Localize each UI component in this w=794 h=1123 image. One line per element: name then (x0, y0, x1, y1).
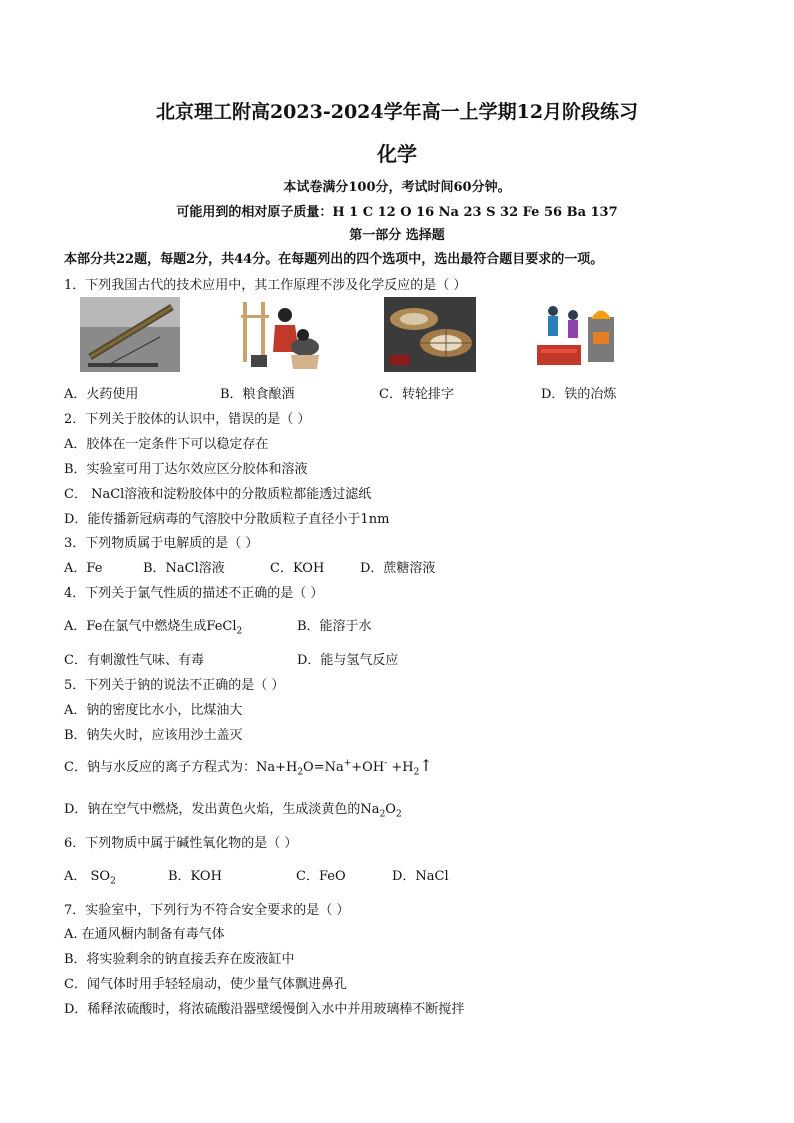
q6-stem: 6．下列物质中属于碱性氧化物的是（ ） (64, 836, 298, 851)
q7-option-a: A. 在通风橱内制备有毒气体 (64, 927, 225, 942)
q6-option-c: C．FeO (296, 869, 346, 884)
section-title: 第一部分 选择题 (349, 228, 445, 243)
q2-option-d: D．能传播新冠病毒的气溶胶中分散质粒子直径小于1nm (64, 512, 390, 527)
type-wheel-image (384, 297, 476, 372)
q4-option-a: A．Fe在氯气中燃烧生成FeCl$_2$ (64, 619, 243, 637)
brewing-image (233, 297, 328, 372)
q2-option-a: A．胶体在一定条件下可以稳定存在 (64, 437, 269, 452)
q3-option-b: B．NaCl溶液 (143, 561, 225, 576)
subject-title: 化学 (377, 142, 417, 166)
atomic-mass-info: 可能用到的相对原子质量：H 1 C 12 O 16 Na 23 S 32 Fe 56 Ba 137 (176, 205, 618, 220)
q2-option-c: C． NaCl溶液和淀粉胶体中的分散质粒都能透过滤纸 (64, 487, 372, 502)
iron-smelting-image (533, 297, 625, 372)
q5-option-d: D．钠在空气中燃烧，发出黄色火焰，生成淡黄色的$Na_2O_2$ (64, 802, 402, 820)
q7-stem: 7．实验室中，下列行为不符合安全要求的是（ ） (64, 903, 350, 918)
q1-stem: 1．下列我国古代的技术应用中，其工作原理不涉及化学反应的是（ ） (64, 278, 467, 293)
q6-option-d: D．NaCl (392, 869, 449, 884)
q3-option-c: C．KOH (270, 561, 325, 576)
q6-option-a: A． $SO_2$ (64, 869, 116, 887)
q4-stem: 4．下列关于氯气性质的描述不正确的是（ ） (64, 586, 324, 601)
q7-option-c: C．闻气体时用手轻轻扇动，使少量气体飘进鼻孔 (64, 977, 347, 992)
q3-option-d: D．蔗糖溶液 (360, 561, 436, 576)
q5-option-c: C．钠与水反应的离子方程式为：$Na+H_2O=Na^++OH^-$ $+H_2↑$ (64, 756, 433, 778)
score-info: 本试卷满分100分，考试时间60分钟。 (283, 180, 511, 195)
gunpowder-image (80, 297, 180, 372)
q5-option-a: A．钠的密度比水小，比煤油大 (64, 703, 243, 718)
q2-stem: 2．下列关于胶体的认识中，错误的是（ ） (64, 412, 311, 427)
q1-option-c: C．转轮排字 (379, 387, 454, 402)
q2-option-b: B．实验室可用丁达尔效应区分胶体和溶液 (64, 462, 308, 477)
q6-option-b: B．KOH (168, 869, 222, 884)
q5-option-b: B．钠失火时，应该用沙土盖灭 (64, 728, 243, 743)
q4-option-b: B．能溶于水 (297, 619, 372, 634)
q4-option-d: D．能与氢气反应 (297, 653, 399, 668)
q1-option-a: A．火药使用 (64, 387, 139, 402)
q5-stem: 5．下列关于钠的说法不正确的是（ ） (64, 678, 285, 693)
q1-option-b: B．粮食酿酒 (220, 387, 295, 402)
exam-title: 北京理工附高2023-2024学年高一上学期12月阶段练习 (155, 101, 639, 123)
q3-option-a: A．Fe (64, 561, 103, 576)
q3-stem: 3．下列物质属于电解质的是（ ） (64, 536, 259, 551)
q7-option-d: D．稀释浓硫酸时，将浓硫酸沿器壁缓慢倒入水中并用玻璃棒不断搅拌 (64, 1002, 465, 1017)
section-instruction: 本部分共22题，每题2分，共44分。在每题列出的四个选项中，选出最符合题目要求的一项。 (64, 252, 604, 267)
q1-option-d: D．铁的冶炼 (541, 387, 617, 402)
q7-option-b: B．将实验剩余的钠直接丢弃在废液缸中 (64, 952, 295, 967)
q4-option-c: C．有刺激性气味、有毒 (64, 653, 204, 668)
